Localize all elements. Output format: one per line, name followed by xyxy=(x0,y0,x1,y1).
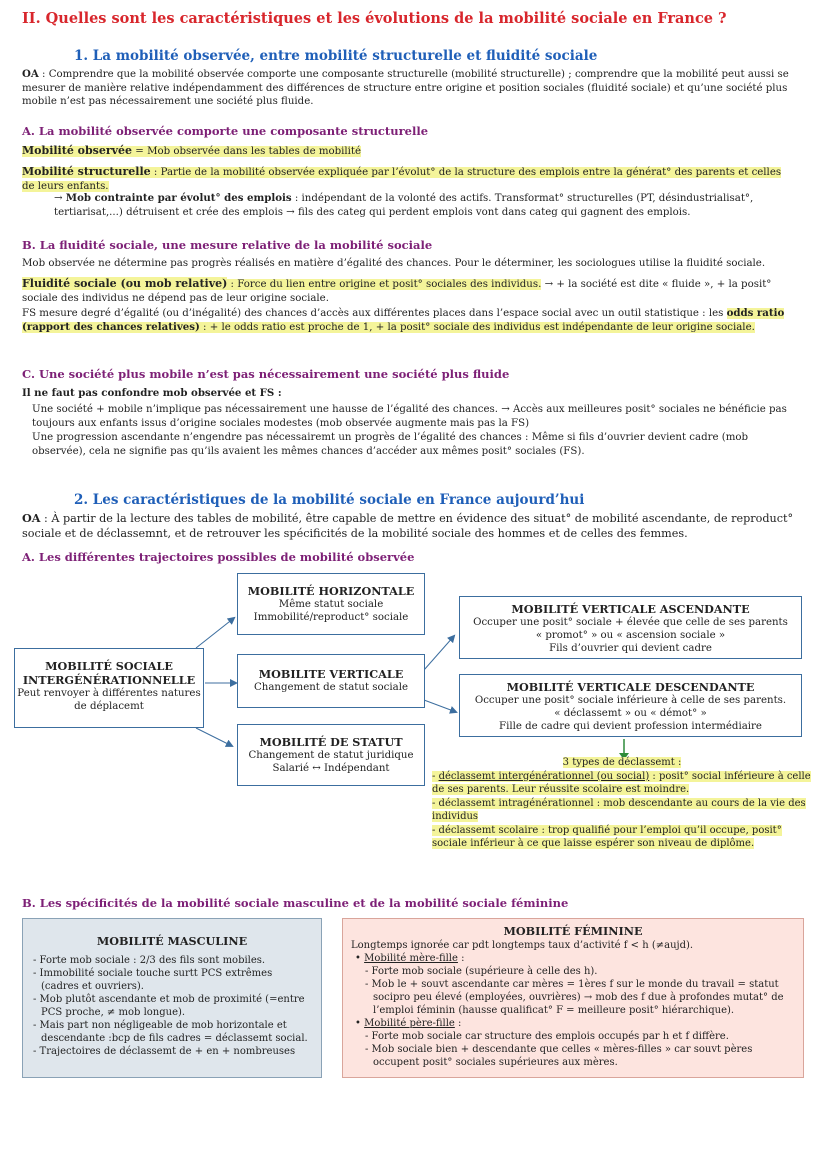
section-1-title: 1. La mobilité observée, entre mobilité structurelle et fluidité sociale xyxy=(74,48,598,64)
father-daughter-label: Mobilité père-fille xyxy=(364,1018,455,1029)
s1-b-p1: Mob observée ne détermine pas progrès réalisés en matière d’égalité des chances. Pour le déterminer, les sociologues utilise la fluidité sociale. xyxy=(22,258,766,269)
list-item: - Forte mob sociale car structure des emplois occupés par h et f diffère. xyxy=(365,1031,729,1042)
mother-daughter-colon: : xyxy=(457,953,465,964)
types-i1-dash: - xyxy=(432,770,439,782)
oddsratio-intro: FS mesure degré d’égalité (ou d’inégalité) des chances d’accès aux différentes places dans l’espace social avec un outil statistique : les xyxy=(22,308,727,319)
list-item: - Trajectoires de déclassemt de + en + nombreuses xyxy=(33,1046,296,1057)
box-vertical xyxy=(237,654,425,708)
father-daughter-list xyxy=(351,1030,795,1069)
def-oddsratio: : + le odds ratio est proche de 1, + la posit° sociale des individus est indépendante de leur origine sociale. xyxy=(199,321,755,333)
arrow-root-horizontal xyxy=(196,618,234,648)
s1-c-p1: Une société + mobile n’implique pas nécessairement une hausse de l’égalité des chances. → Accès aux meilleures posit° sociales ne bénéficie pas toujours aux enfants issus d’origine sociales modestes (mob observée augmente mais pas la FS) xyxy=(32,404,787,429)
list-item: - Immobilité sociale touche surtt PCS extrêmes (cadres et ouvriers). xyxy=(33,968,273,992)
box-descending-l1: Occuper une posit° sociale inférieure à celle de ses parents. xyxy=(474,695,787,706)
s2-b-title: B. Les spécificités de la mobilité sociale masculine et de la mobilité sociale féminine xyxy=(22,896,569,910)
def-constrained: : indépendant de la volonté des actifs. Transformat° structurelles (PT, désindustrialisat°, tertiarisat,...) détruisent et crée des emplois → fils des categ qui perdent emplois vont dans categ qui gagnent des emplois. xyxy=(54,193,754,218)
box-status-l2: Salarié ↔ Indépendant xyxy=(272,763,390,774)
page-title: II. Quelles sont les caractéristiques et les évolutions de la mobilité sociale en France ? xyxy=(22,10,727,27)
mother-daughter-label: Mobilité mère-fille xyxy=(364,953,458,964)
box-status-title: MOBILITÉ DE STATUT xyxy=(259,735,403,749)
box-ascending-title: MOBILITÉ VERTICALE ASCENDANTE xyxy=(511,602,750,616)
box-intergenerational-title: MOBILITÉ SOCIALE INTERGÉNÉRATIONNELLE xyxy=(22,659,196,687)
term-constrained: Mob contrainte par évolut° des emplois xyxy=(65,192,292,204)
panel-masculine-title: MOBILITÉ MASCULINE xyxy=(96,934,248,948)
panel-masculine xyxy=(22,918,322,1078)
arrow-vertical-desc xyxy=(424,700,456,712)
def-structural: : Partie de la mobilité observée expliquée par l’évolut° de la structure des emplois entre la générat° des parents et celles de leurs enfants. xyxy=(22,167,782,192)
arrow-root-status xyxy=(196,728,232,746)
box-descending-l2: « déclassemt » ou « démot° » xyxy=(554,708,707,719)
s1-c-sub: Il ne faut pas confondre mob observée et FS : xyxy=(22,387,282,399)
types-i1-term: déclassemt intergénérationnel (ou social) xyxy=(438,770,650,782)
panel-feminine xyxy=(342,918,804,1078)
section-2-title: 2. Les caractéristiques de la mobilité sociale en France aujourd’hui xyxy=(74,492,585,508)
masculine-list xyxy=(31,954,313,1058)
term-oddsratio: odds ratio (rapport des chances relatives) xyxy=(22,307,785,333)
list-item: - Mob plutôt ascendante et mob de proximité (=entre PCS proche, ≠ mob longue). xyxy=(33,994,305,1018)
box-intergenerational xyxy=(14,648,204,728)
arrow-icon: → xyxy=(54,193,63,204)
types-title: 3 types de déclassemt : xyxy=(562,757,682,768)
box-status-l1: Changement de statut juridique xyxy=(248,750,414,761)
box-descending xyxy=(459,674,802,737)
bullet-icon: • xyxy=(355,1018,361,1029)
def-fluidity-hl: : Force du lien entre origine et posit° sociales des individus. xyxy=(227,279,542,290)
panel-feminine-title: MOBILITÉ FÉMININE xyxy=(503,924,643,938)
types-i2: - déclassemt intragénérationnel : mob descendante au cours de la vie des individus xyxy=(432,797,806,822)
list-item: - Mob le + souvt ascendante car mères = 1ères f sur le monde du travail = statut socipro peu élevé (employées, ouvrières) → mob des f due à profondes mutat° de l’emploi féminin (hausse qualificat° F = meilleure posit° hiérarchique). xyxy=(365,979,784,1016)
oa-label: OA xyxy=(22,68,39,80)
s2-a-title: A. Les différentes trajectoires possibles de mobilité observée xyxy=(22,550,415,564)
box-horizontal-title: MOBILITÉ HORIZONTALE xyxy=(247,584,415,598)
box-horizontal xyxy=(237,573,425,635)
s1-c-p2: Une progression ascendante n’engendre pas nécessairemt un progrès de l’égalité des chances : Même si fils d’ouvrier devient cadre (mob observée), cela ne signifie pas qu’ils avaient les mêmes chances d’accéder aux mêmes posit° sociales (FS). xyxy=(32,432,749,457)
box-descending-title: MOBILITÉ VERTICALE DESCENDANTE xyxy=(506,680,755,694)
types-i3: - déclassemt scolaire : trop qualifié pour l’emploi qu’il occupe, posit° sociale inférieur à ce que laisse espérer son niveau de diplôme. xyxy=(432,824,782,849)
box-vertical-l1: Changement de statut sociale xyxy=(254,682,408,693)
father-daughter-colon: : xyxy=(454,1018,462,1029)
box-ascending xyxy=(459,596,802,659)
list-item: - Forte mob sociale : 2/3 des fils sont mobiles. xyxy=(33,955,266,966)
box-ascending-l3: Fils d’ouvrier qui devient cadre xyxy=(549,643,712,654)
box-status xyxy=(237,724,425,786)
s1-b-title: B. La fluidité sociale, une mesure relative de la mobilité sociale xyxy=(22,238,433,252)
def-observed: = Mob observée dans les tables de mobilité xyxy=(132,146,362,157)
bullet-icon: • xyxy=(355,953,361,964)
box-descending-l3: Fille de cadre qui devient profession intermédiaire xyxy=(499,721,762,732)
list-item: - Forte mob sociale (supérieure à celle des h). xyxy=(365,966,598,977)
box-vertical-title: MOBILITE VERTICALE xyxy=(258,667,404,681)
feminine-intro: Longtemps ignorée car pdt longtemps taux d’activité f < h (≠aujd). xyxy=(351,940,694,951)
declassement-types xyxy=(432,756,812,851)
term-fluidity: Fluidité sociale (ou mob relative) xyxy=(22,277,228,290)
box-horizontal-l1: Même statut sociale xyxy=(278,599,384,610)
term-observed: Mobilité observée xyxy=(22,144,133,157)
list-item: - Mais part non négligeable de mob horizontale et descendante :bcp de fils cadres = déclassemt social. xyxy=(33,1020,308,1044)
box-ascending-l2: « promot° » ou « ascension sociale » xyxy=(535,630,726,641)
oa2-text: : À partir de la lecture des tables de mobilité, être capable de mettre en évidence des situat° de mobilité ascendante, de reproduct° sociale et de déclassemnt, et de retrouver les spécificités de la mobilité sociale des hommes et de celles des femmes. xyxy=(22,512,794,540)
def-fluidity: → + la société est dite « fluide », + la posit° sociale des individus ne dépend pas de leur origine sociale. xyxy=(22,279,772,304)
term-structural: Mobilité structurelle xyxy=(22,165,151,178)
box-ascending-l1: Occuper une posit° sociale + élevée que celle de ses parents xyxy=(473,617,788,628)
box-horizontal-l2: Immobilité/reproduct° sociale xyxy=(253,612,409,623)
list-item: - Mob sociale bien + descendante que celles « mères-filles » car souvt pères occupent posit° sociales supérieures aux mères. xyxy=(365,1044,753,1068)
oa-text: : Comprendre que la mobilité observée comporte une composante structurelle (mobilité structurelle) ; comprendre que la mobilité peut aussi se mesurer de manière relative indépendamment des différences de structure entre origine et position sociales (fluidité sociale) et qu’une société plus mobile n’est pas nécessairement une société plus fluide. xyxy=(22,69,789,107)
arrow-vertical-asc xyxy=(424,636,454,670)
oa2-label: OA xyxy=(22,511,41,525)
box-intergenerational-text: Peut renvoyer à différentes natures de déplacemt xyxy=(17,688,201,712)
s1-a-title: A. La mobilité observée comporte une composante structurelle xyxy=(22,124,429,138)
types-i1-text: : posit° social inférieure à celle de ses parents. Leur réussite scolaire est moindre. xyxy=(432,770,811,795)
mother-daughter-list xyxy=(351,965,795,1017)
s1-c-title: C. Une société plus mobile n’est pas nécessairement une société plus fluide xyxy=(22,367,510,381)
